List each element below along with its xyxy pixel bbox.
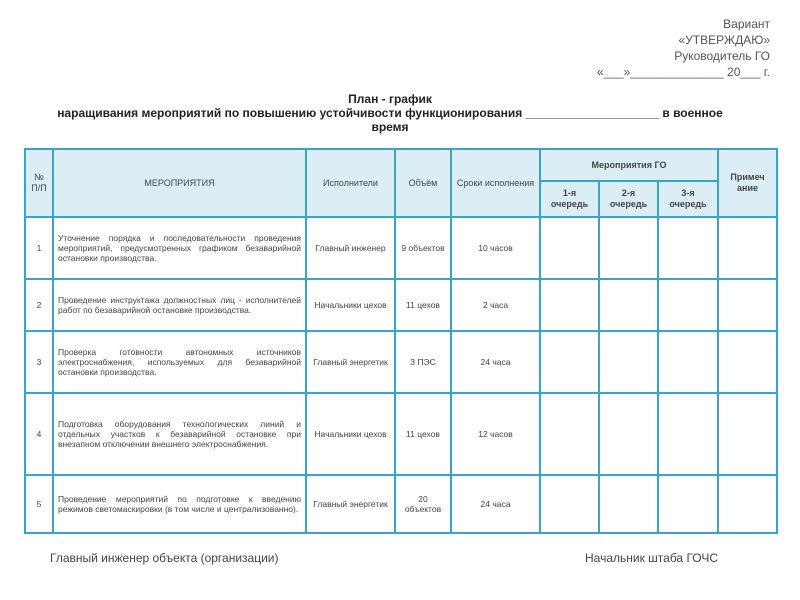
row-deadline: 24 часа	[451, 331, 540, 393]
row-volume: 11 цехов	[395, 279, 451, 331]
row-volume: 3 ПЭС	[395, 331, 451, 393]
row-executor: Главный энергетик	[306, 475, 395, 533]
row-stage-2	[599, 331, 658, 393]
row-stage-1	[540, 331, 599, 393]
row-executor: Главный инженер	[306, 217, 395, 279]
row-executor: Главный энергетик	[306, 331, 395, 393]
header-stage-1: 1-я очередь	[540, 181, 599, 217]
footer-chief-engineer: Главный инженер объекта (организации)	[50, 551, 279, 565]
row-note	[718, 217, 777, 279]
table-row	[25, 217, 777, 279]
title-line-2: наращивания мероприятий по повышению устойчивости функционирования ____________________ в военное время	[57, 106, 723, 134]
header-note: Примеч ание	[718, 149, 777, 217]
document-title	[40, 92, 740, 134]
table-row	[25, 331, 777, 393]
row-note	[718, 393, 777, 475]
approval-head: Руководитель ГО	[674, 49, 770, 63]
header-stage-2: 2-я очередь	[599, 181, 658, 217]
row-volume: 20 объектов	[395, 475, 451, 533]
header-stage-3: 3-я очередь	[658, 181, 718, 217]
row-deadline: 2 часа	[451, 279, 540, 331]
row-note	[718, 279, 777, 331]
footer-gochs-chief: Начальник штаба ГОЧС	[585, 551, 718, 565]
approval-date-line: «___»______________ 20___ г.	[596, 65, 770, 79]
row-event: Подготовка оборудования технологических линий и отдельных участков к безаварийной остановке при внезапном отключении внешнего электроснабжения.	[53, 393, 306, 475]
table-row	[25, 475, 777, 533]
row-event: Проведение мероприятий по подготовке к введению режимов светомаскировки (в том числе и централизованно).	[53, 475, 306, 533]
row-stage-2	[599, 217, 658, 279]
row-deadline: 24 часа	[451, 475, 540, 533]
header-go-events: Мероприятия ГО	[540, 149, 718, 181]
row-stage-1	[540, 217, 599, 279]
row-stage-2	[599, 393, 658, 475]
header-events: МЕРОПРИЯТИЯ	[53, 149, 306, 217]
title-line-1: План - график	[348, 92, 432, 106]
row-volume: 9 объектов	[395, 217, 451, 279]
header-num: № П/П	[25, 149, 53, 217]
header-deadlines: Сроки исполнения	[451, 149, 540, 217]
row-stage-2	[599, 475, 658, 533]
row-note	[718, 475, 777, 533]
row-note	[718, 331, 777, 393]
row-deadline: 10 часов	[451, 217, 540, 279]
table-row	[25, 393, 777, 475]
row-executor: Начальники цехов	[306, 279, 395, 331]
row-volume: 11 цехов	[395, 393, 451, 475]
row-stage-1	[540, 393, 599, 475]
row-stage-3	[658, 393, 718, 475]
row-stage-3	[658, 217, 718, 279]
row-num: 1	[25, 217, 53, 279]
row-num: 5	[25, 475, 53, 533]
row-num: 2	[25, 279, 53, 331]
row-event: Проверка готовности автономных источников электроснабжения, используемых для безаварийной остановки производства.	[53, 331, 306, 393]
row-event: Проведение инструктажа должностных лиц - исполнителей работ по безаварийной остановке производства.	[53, 279, 306, 331]
approval-variant: Вариант	[723, 17, 770, 31]
row-stage-2	[599, 279, 658, 331]
row-num: 4	[25, 393, 53, 475]
plan-table	[24, 148, 778, 534]
approval-block	[540, 16, 770, 80]
row-stage-3	[658, 331, 718, 393]
row-stage-3	[658, 475, 718, 533]
table-row	[25, 279, 777, 331]
row-num: 3	[25, 331, 53, 393]
header-volume: Объём	[395, 149, 451, 217]
row-executor: Начальники цехов	[306, 393, 395, 475]
row-stage-3	[658, 279, 718, 331]
row-stage-1	[540, 475, 599, 533]
header-executors: Исполнители	[306, 149, 395, 217]
row-deadline: 12 часов	[451, 393, 540, 475]
approval-approve: «УТВЕРЖДАЮ»	[678, 33, 770, 47]
row-stage-1	[540, 279, 599, 331]
row-event: Уточнение порядка и последовательности проведения мероприятий, предусмотренных графиком безаварийной остановки производства.	[53, 217, 306, 279]
